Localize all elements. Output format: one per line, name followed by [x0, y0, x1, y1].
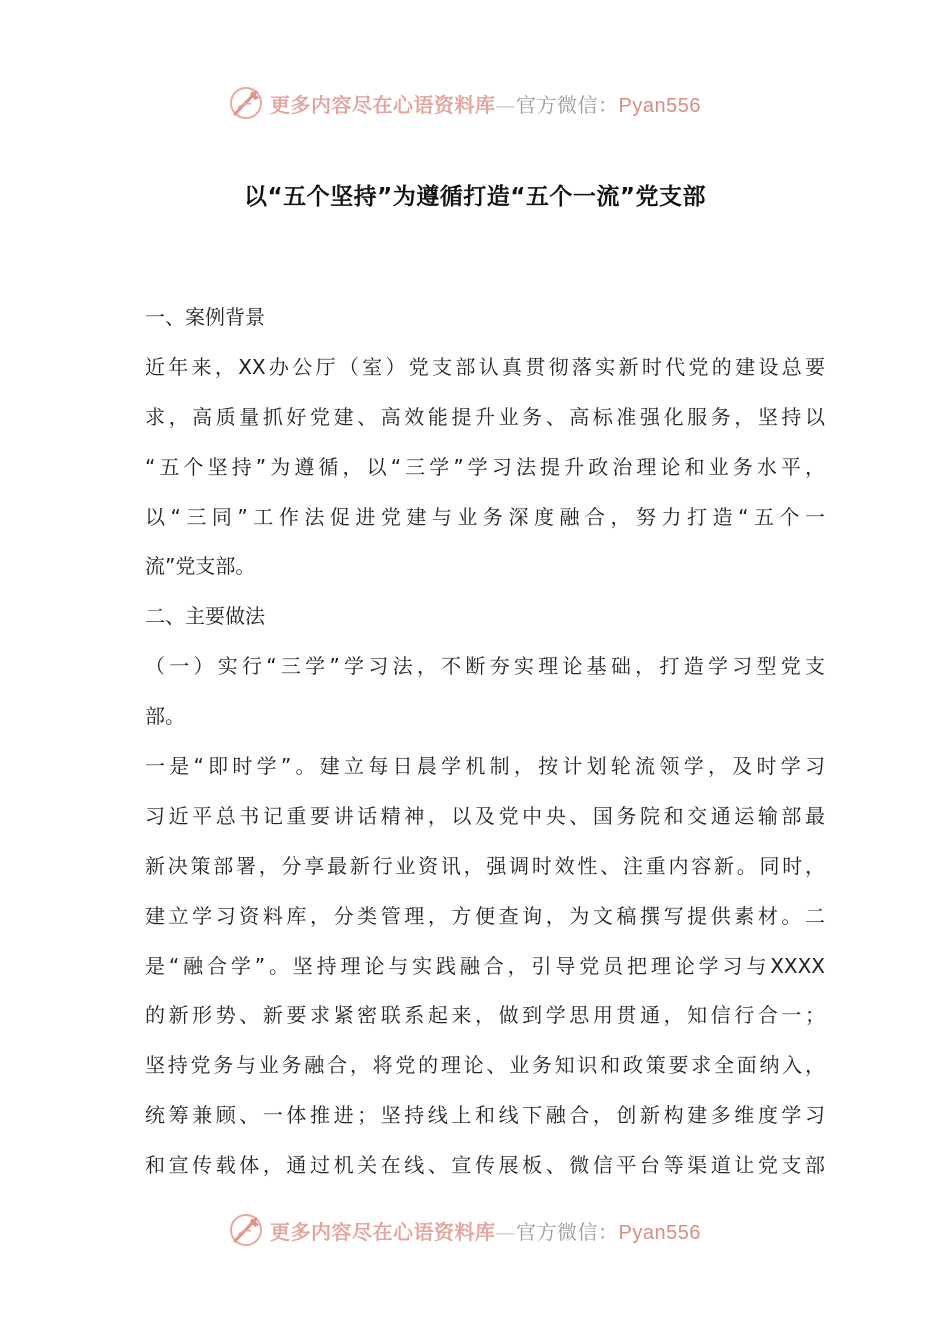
body-line: 一、案例背景: [145, 305, 265, 329]
watermark-dash: —: [495, 1219, 516, 1244]
body-line: 以“三同”工作法促进党建与业务深度融合，努力打造“五个一: [145, 504, 825, 529]
body-line: 的新形势、新要求紧密联系起来，做到学思用贯通，知信行合一；: [145, 1003, 825, 1028]
watermark-text: [270, 1216, 701, 1245]
document-title: 以“五个坚持”为遵循打造“五个一流”党支部: [244, 184, 706, 210]
body-line: 新决策部署，分享最新行业资讯，强调时效性、注重内容新。同时，: [145, 853, 825, 878]
body-line: 一是“即时学”。建立每日晨学机制，按计划轮流领学，及时学习: [145, 754, 825, 779]
body-line: 建立学习资料库，分类管理，方便查询，为文稿撰写提供素材。二: [145, 903, 825, 928]
body-line: 二、主要做法: [145, 604, 265, 629]
watermark-official: 官方微信：: [516, 92, 619, 117]
watermark-id: Pyan556: [618, 94, 701, 117]
watermark-main: 更多内容尽在心语资料库: [270, 1219, 496, 1244]
watermark-dash: —: [495, 92, 516, 117]
body-line: “五个坚持”为遵循，以“三学”学习法提升政治理论和业务水平，: [145, 454, 825, 479]
watermark-main: 更多内容尽在心语资料库: [270, 92, 496, 117]
pen-nib-logo-icon: [226, 1210, 266, 1250]
body-line: 求，高质量抓好党建、高效能提升业务、高标准强化服务，坚持以: [145, 404, 825, 429]
body-line: 习近平总书记重要讲话精神，以及党中央、国务院和交通运输部最: [145, 803, 825, 828]
watermark-official: 官方微信：: [516, 1219, 619, 1244]
body-line: 是“融合学”。坚持理论与实践融合，引导党员把理论学习与XXXX: [145, 953, 825, 978]
watermark-banner-bottom: [226, 1210, 746, 1250]
body-line: 和宣传载体，通过机关在线、宣传展板、微信平台等渠道让党支部: [145, 1153, 825, 1178]
body-line: （一）实行“三学”学习法，不断夯实理论基础，打造学习型党支: [145, 654, 825, 679]
watermark-id: Pyan556: [618, 1221, 701, 1244]
body-line: 统筹兼顾、一体推进；坚持线上和线下融合，创新构建多维度学习: [145, 1103, 825, 1128]
watermark-text: [270, 89, 701, 118]
body-line: 近年来，XX办公厅（室）党支部认真贯彻落实新时代党的建设总要: [145, 354, 825, 379]
body-line: 坚持党务与业务融合，将党的理论、业务知识和政策要求全面纳入，: [145, 1053, 825, 1078]
document-body: [145, 293, 825, 1191]
body-line: 流”党支部。: [145, 554, 256, 579]
body-line: 部。: [145, 704, 185, 729]
watermark-banner-top: [226, 83, 746, 123]
pen-nib-logo-icon: [226, 83, 266, 123]
